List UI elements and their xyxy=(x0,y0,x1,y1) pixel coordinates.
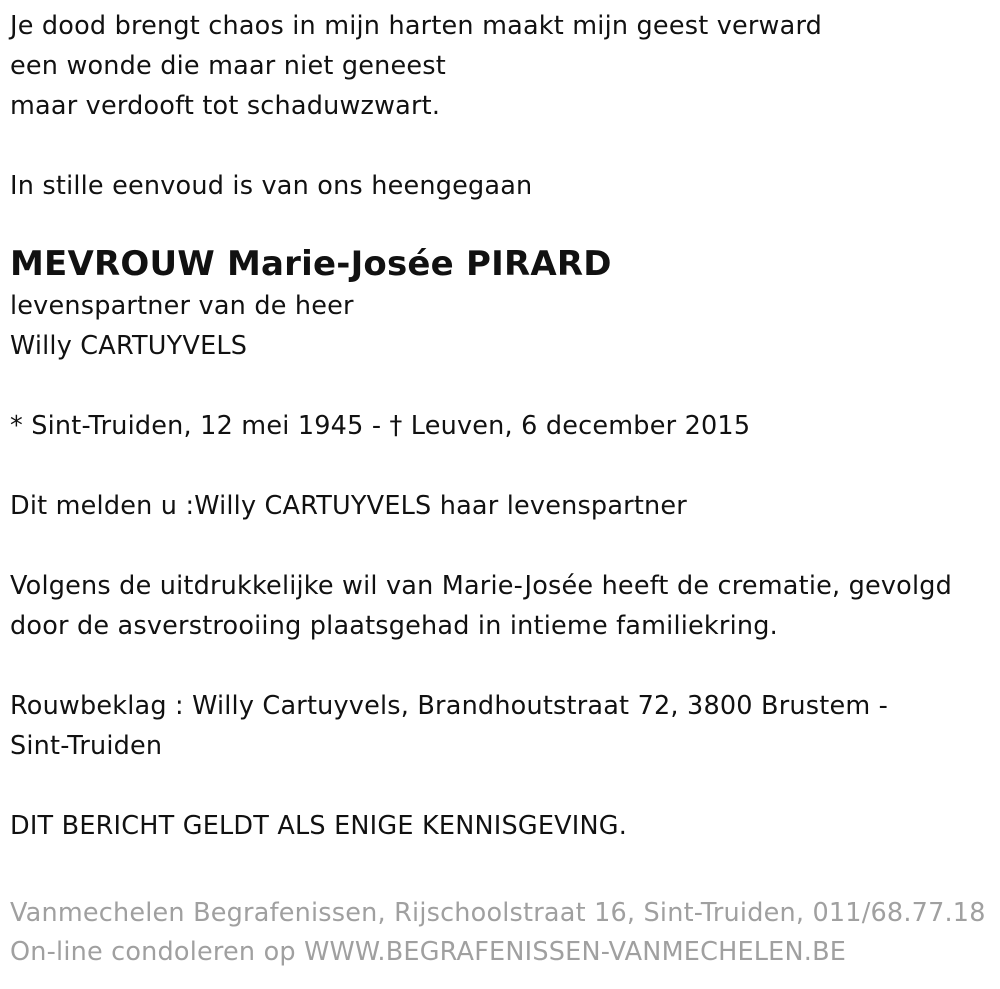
funeral-home-footer xyxy=(10,894,986,972)
obituary-notice xyxy=(10,6,995,846)
official-notice: DIT BERICHT GELDT ALS ENIGE KENNISGEVING. xyxy=(10,811,628,841)
birth-death-dates: * Sint-Truiden, 12 mei 1945 - † Leuven, 6 december 2015 xyxy=(10,411,751,441)
intro-text: In stille eenvoud is van ons heengegaan xyxy=(10,171,533,201)
spacer xyxy=(10,366,995,406)
announced-by: Dit melden u :Willy CARTUYVELS haar levenspartner xyxy=(10,491,687,521)
condolence-address-line-2: Sint-Truiden xyxy=(10,731,163,761)
deceased-name: MEVROUW Marie-Josée PIRARD xyxy=(10,244,612,284)
spacer xyxy=(10,206,995,238)
spacer xyxy=(10,126,995,166)
cremation-line-2: door de asverstrooiing plaatsgehad in intieme familiekring. xyxy=(10,611,778,641)
funeral-home-address: Vanmechelen Begrafenissen, Rijschoolstraat 16, Sint-Truiden, 011/68.77.18 xyxy=(10,898,986,928)
spacer xyxy=(10,526,995,566)
relation-line-1: levenspartner van de heer xyxy=(10,291,354,321)
cremation-line-1: Volgens de uitdrukkelijke wil van Marie-Josée heeft de crematie, gevolgd xyxy=(10,571,953,601)
poem-line-2: een wonde die maar niet geneest xyxy=(10,51,446,81)
spacer xyxy=(10,446,995,486)
spacer xyxy=(10,766,995,806)
poem-line-3: maar verdooft tot schaduwzwart. xyxy=(10,91,441,121)
relation-line-2: Willy CARTUYVELS xyxy=(10,331,248,361)
online-condolence-link[interactable]: On-line condoleren op WWW.BEGRAFENISSEN-VANMECHELEN.BE xyxy=(10,937,847,967)
poem-line-1: Je dood brengt chaos in mijn harten maakt mijn geest verward xyxy=(10,11,823,41)
condolence-address-line-1: Rouwbeklag : Willy Cartuyvels, Brandhoutstraat 72, 3800 Brustem - xyxy=(10,691,889,721)
spacer xyxy=(10,646,995,686)
